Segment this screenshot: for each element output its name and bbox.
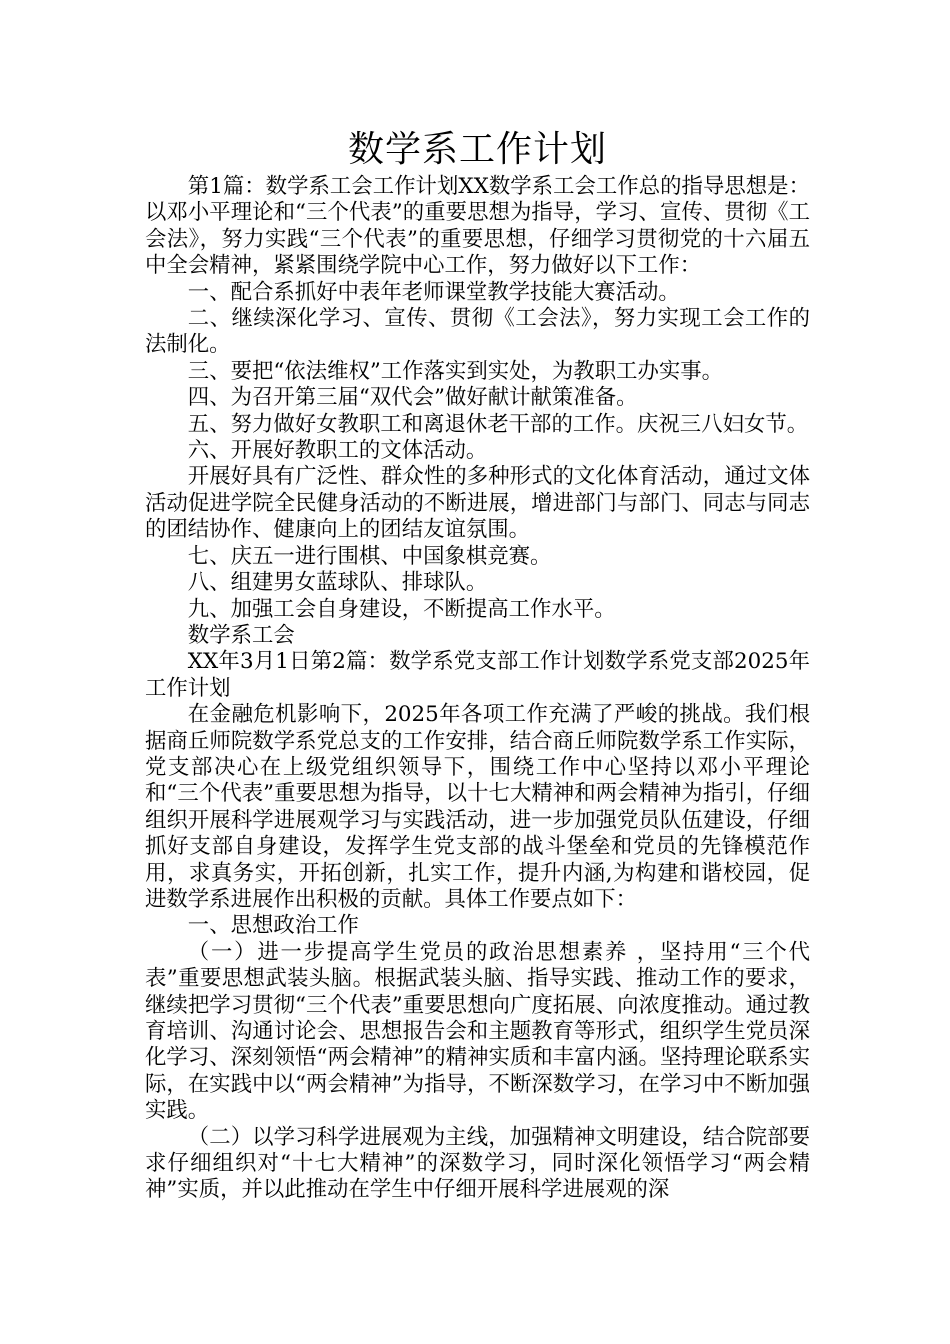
paragraph: 二、继续深化学习、宣传、贯彻《工会法》，努力实现工会工作的法制化。 [145, 306, 810, 358]
paragraph: 数学系工会 [187, 622, 295, 648]
paragraph: 八、组建男女蓝球队、排球队。 [187, 570, 488, 596]
document-page [145, 128, 810, 1204]
paragraph: 在金融危机影响下，2025年各项工作充满了严峻的挑战。我们根据商丘师院数学系党总支的工作安排，结合商丘师院数学系工作实际，党支部决心在上级党组织领导下，围绕工作中心坚持以邓小平理论和“三个代表”重要思想为指导，以十七大精神和两会精神为指引，仔细组织开展科学进展观学习与实践活动，进一步加强党员队伍建设，仔细抓好支部自身建设，发挥学生党支部的战斗堡垒和党员的先锋模范作用，求真务实，开拓创新，扎实工作，提升内涵,为构建和谐校园，促进数学系进展作出积极的贡献。具体工作要点如下： [145, 702, 810, 912]
paragraph: 一、思想政治工作 [187, 913, 359, 939]
paragraph: （二）以学习科学进展观为主线，加强精神文明建设，结合院部要求仔细组织对“十七大精神”的深数学习，同时深化领悟学习“两会精神”实质，并以此推动在学生中仔细开展科学进展观的深 [145, 1124, 810, 1203]
paragraph: XX年3月1日第2篇：数学系党支部工作计划数学系党支部2025年工作计划 [145, 649, 810, 701]
paragraph: 第1篇：数学系工会工作计划XX数学系工会工作总的指导思想是：以邓小平理论和“三个代表”的重要思想为指导，学习、宣传、贯彻《工会法》，努力实践“三个代表”的重要思想，仔细学习贯彻党的十六届五中全会精神，紧紧围绕学院中心工作，努力做好以下工作： [145, 174, 810, 279]
paragraph: 四、为召开第三届“双代会”做好献计献策准备。 [187, 385, 638, 411]
paragraph: 五、努力做好女教职工和离退休老干部的工作。庆祝三八妇女节。 [187, 411, 809, 437]
paragraph: 七、庆五一进行围棋、中国象棋竞赛。 [187, 543, 552, 569]
document-body [145, 174, 810, 1204]
paragraph: （一）进一步提高学生党员的政治思想素养 ，坚持用“三个代表”重要思想武装头脑。根据武装头脑、指导实践、推动工作的要求，继续把学习贯彻“三个代表”重要思想向广度拓展、向浓度推动。通过教育培训、沟通讨论会、思想报告会和主题教育等形式，组织学生党员深化学习、深刻领悟“两会精神”的精神实质和丰富内涵。坚持理论联系实际，在实践中以“两会精神”为指导，不断深数学习，在学习中不断加强实践。 [145, 939, 810, 1124]
document-title: 数学系工作计划 [347, 129, 607, 170]
paragraph: 九、加强工会自身建设，不断提高工作水平。 [187, 596, 616, 622]
paragraph: 三、要把“依法维权”工作落实到实处，为教职工办实事。 [187, 358, 724, 384]
paragraph: 一、配合系抓好中表年老师课堂教学技能大赛活动。 [187, 279, 680, 305]
paragraph: 六、开展好教职工的文体活动。 [187, 438, 488, 464]
paragraph: 开展好具有广泛性、群众性的多种形式的文化体育活动，通过文体活动促进学院全民健身活动的不断进展，增进部门与部门、同志与同志的团结协作、健康向上的团结友谊氛围。 [145, 464, 810, 543]
